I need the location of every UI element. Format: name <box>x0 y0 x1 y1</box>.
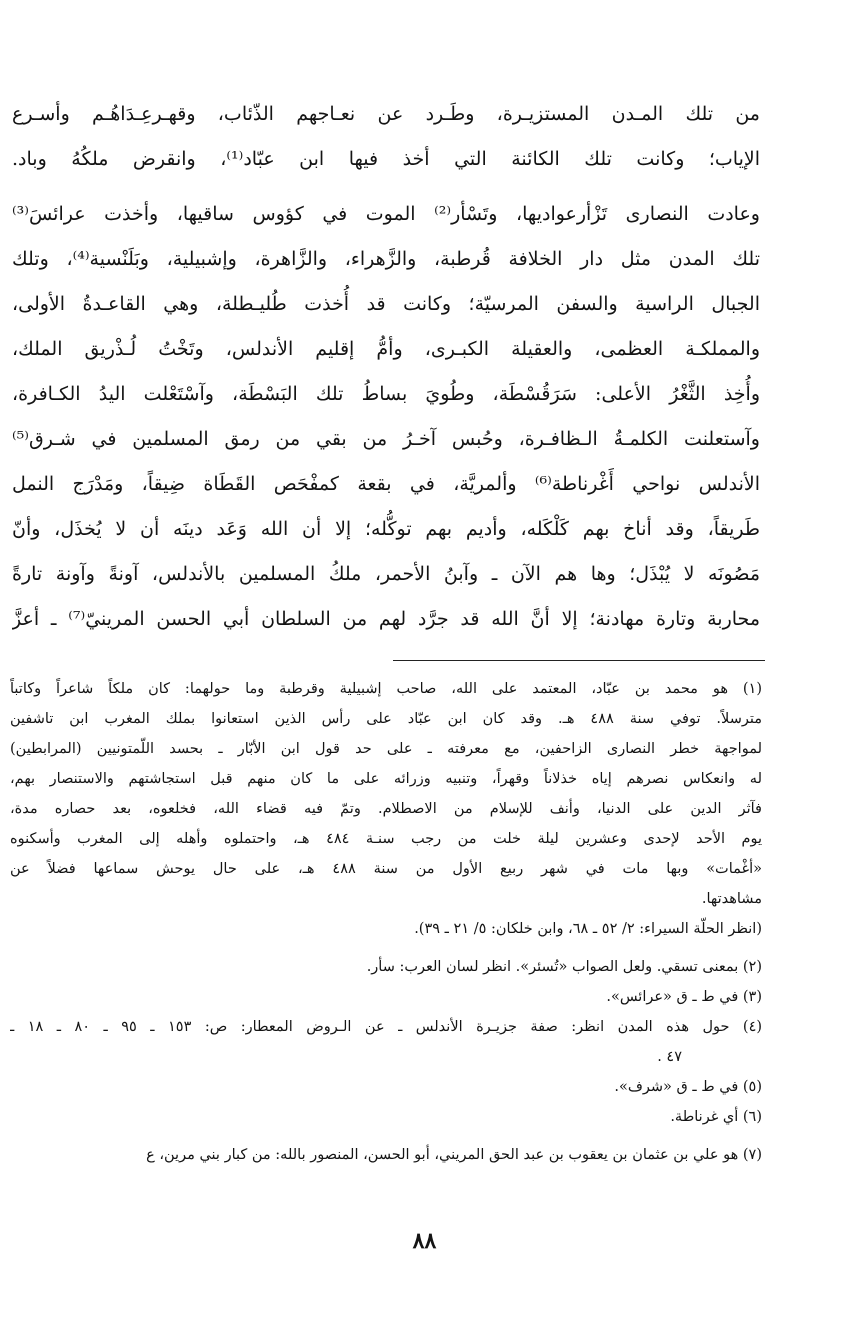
text-line: وآستعلنت الكلمـةُ الـظافـرة، وحُبس آخـرُ من بقي من رمق المسلمين في شـرق⁽⁵⁾ <box>12 428 760 450</box>
footnote-3: (٣) في ط ـ ق «عرائس». <box>606 989 762 1005</box>
text-line: وأُخِذ الثَّغْرُ الأعلى: سَرَقُسْطَة، وطُويَ بساطُ تلك البَسْطَة، وآسْتَعْلت اليدُ الكـافرة، <box>12 383 760 405</box>
footnote-2: (٢) بمعنى تسقي. ولعل الصواب «تُسئر». انظر لسان العرب: سأر. <box>366 959 762 975</box>
footnote-1-line: لمواجهة خطر النصارى الزاحفين، مع معرفته ـ على حد قول ابن الأبّار ـ بحسد اللّمتونيين (المرابطين) <box>10 741 762 757</box>
footnote-6: (٦) أي غرناطة. <box>670 1109 762 1125</box>
footnote-4-line: (٤) حول هذه المدن انظر: صفة جزيـرة الأندلس ـ عن الـروض المعطار: ص: ١٥٣ ـ ٩٥ ـ ٨٠ ـ ١٨ ـ <box>10 1019 762 1035</box>
page-number: ٨٨ <box>412 1228 437 1254</box>
footnote-divider <box>393 660 765 661</box>
footnote-1-line: «أغْمات» وبها مات في شهر ربيع الأول من سنة ٤٨٨ هـ، على حال يوحش سماعها فضلاً عن <box>10 861 762 877</box>
footnote-1-line: مترسلاً. توفي سنة ٤٨٨ هـ. وقد كان ابن عبّاد على رأس الذين استعانوا بملك المغرب ابن تاشفين <box>10 711 762 727</box>
text-line: الأندلس نواحي أَغْرناطة⁽⁶⁾ وألمريَّة، في بقعة كمفْحَص القَطَاة ضِيقاً، ومَدْرَج النمل <box>12 473 760 495</box>
footnotes-block <box>10 674 762 1170</box>
main-text-block <box>12 92 760 642</box>
text-line: مَصُونَه لا يُبْذَل؛ وها هم الآن ـ وآبنُ الأحمر، ملكُ المسلمين بالأندلس، آونةً وآونة تارةً <box>12 563 760 585</box>
text-line: من تلك المـدن المستزيـرة، وطَـرد عن نعـاجهم الذّئاب، وقهـرعِـدَاهُـم وأسـرع <box>12 103 760 125</box>
footnote-7: (٧) هو علي بن عثمان بن يعقوب بن عبد الحق المريني، أبو الحسن، المنصور بالله: من كبار بني مرين، ع <box>146 1147 762 1163</box>
footnote-4-line: ٤٧ . <box>657 1049 682 1065</box>
footnote-1-line: له وانعكاس نصرهم إياه خذلاناً وقهراً، وتنبيه وزرائه على ما كان منهم قبل استجاشتهم والاستنصار بهم، <box>10 771 762 787</box>
text-line: تلك المدن مثل دار الخلافة قُرطبة، والزَّهراء، والزَّاهرة، وإشبيلية، وبَلَنْسية⁽⁴⁾، وتلك <box>12 248 760 270</box>
text-line: طَريقاً، وقد أناخ بهم كَلْكَله، وأديم بهم توكُّله؛ إلا أن الله وَعَد دينَه أن لا يُخذَل، وأنّ <box>12 518 760 540</box>
footnote-1-line: (١) هو محمد بن عبّاد، المعتمد على الله، صاحب إشبيلية وقرطبة وما حولهما: كان ملكاً شاعراً وكاتباً <box>10 681 762 697</box>
text-line: الجبال الراسية والسفن المرسيّة؛ وكانت قد أُخذت طُليـطلة، وهي القاعـدةُ الأولى، <box>12 293 760 315</box>
footnote-1-line: يوم الأحد لإحدى وعشرين ليلة خلت من رجب سنـة ٤٨٤ هـ، واحتملوه وأهله إلى المغرب وأسكنوه <box>10 831 762 847</box>
text-line: الإياب؛ وكانت تلك الكائنة التي أخذ فيها ابن عبّاد⁽¹⁾، وانقرض ملكُهُ وباد. <box>12 148 760 170</box>
footnote-5: (٥) في ط ـ ق «شرف». <box>614 1079 762 1095</box>
text-line: والمملكـة العظمى، والعقيلة الكبـرى، وأمُّ إقليم الأندلس، وتَخْتُ لُـذْريق الملك، <box>12 338 760 360</box>
footnote-1-line: مشاهدتها. <box>701 891 762 907</box>
text-line: وعادت النصارى تَزْأرعواديها، وتَسْأر⁽²⁾ الموت في كؤوس ساقيها، وأخذت عرائسَ⁽³⁾ <box>12 203 760 225</box>
footnote-1-line: فآثر الدين على الدنيا، وأنف للإسلام من الاصطلام. وتمّ فيه قضاء الله، فخلعوه، بعد حصاره مدة، <box>10 801 762 817</box>
footnote-1-source: (انظر الحلّة السيراء: ٢/ ٥٢ ـ ٦٨، وابن خلكان: ٥/ ٢١ ـ ٣٩). <box>414 921 762 937</box>
text-line: محاربة وتارة مهادنة؛ إلا أنَّ الله قد جرَّد لهم من السلطان أبي الحسن المرينيّ⁽⁷⁾ ـ أعزَّ <box>12 608 760 630</box>
